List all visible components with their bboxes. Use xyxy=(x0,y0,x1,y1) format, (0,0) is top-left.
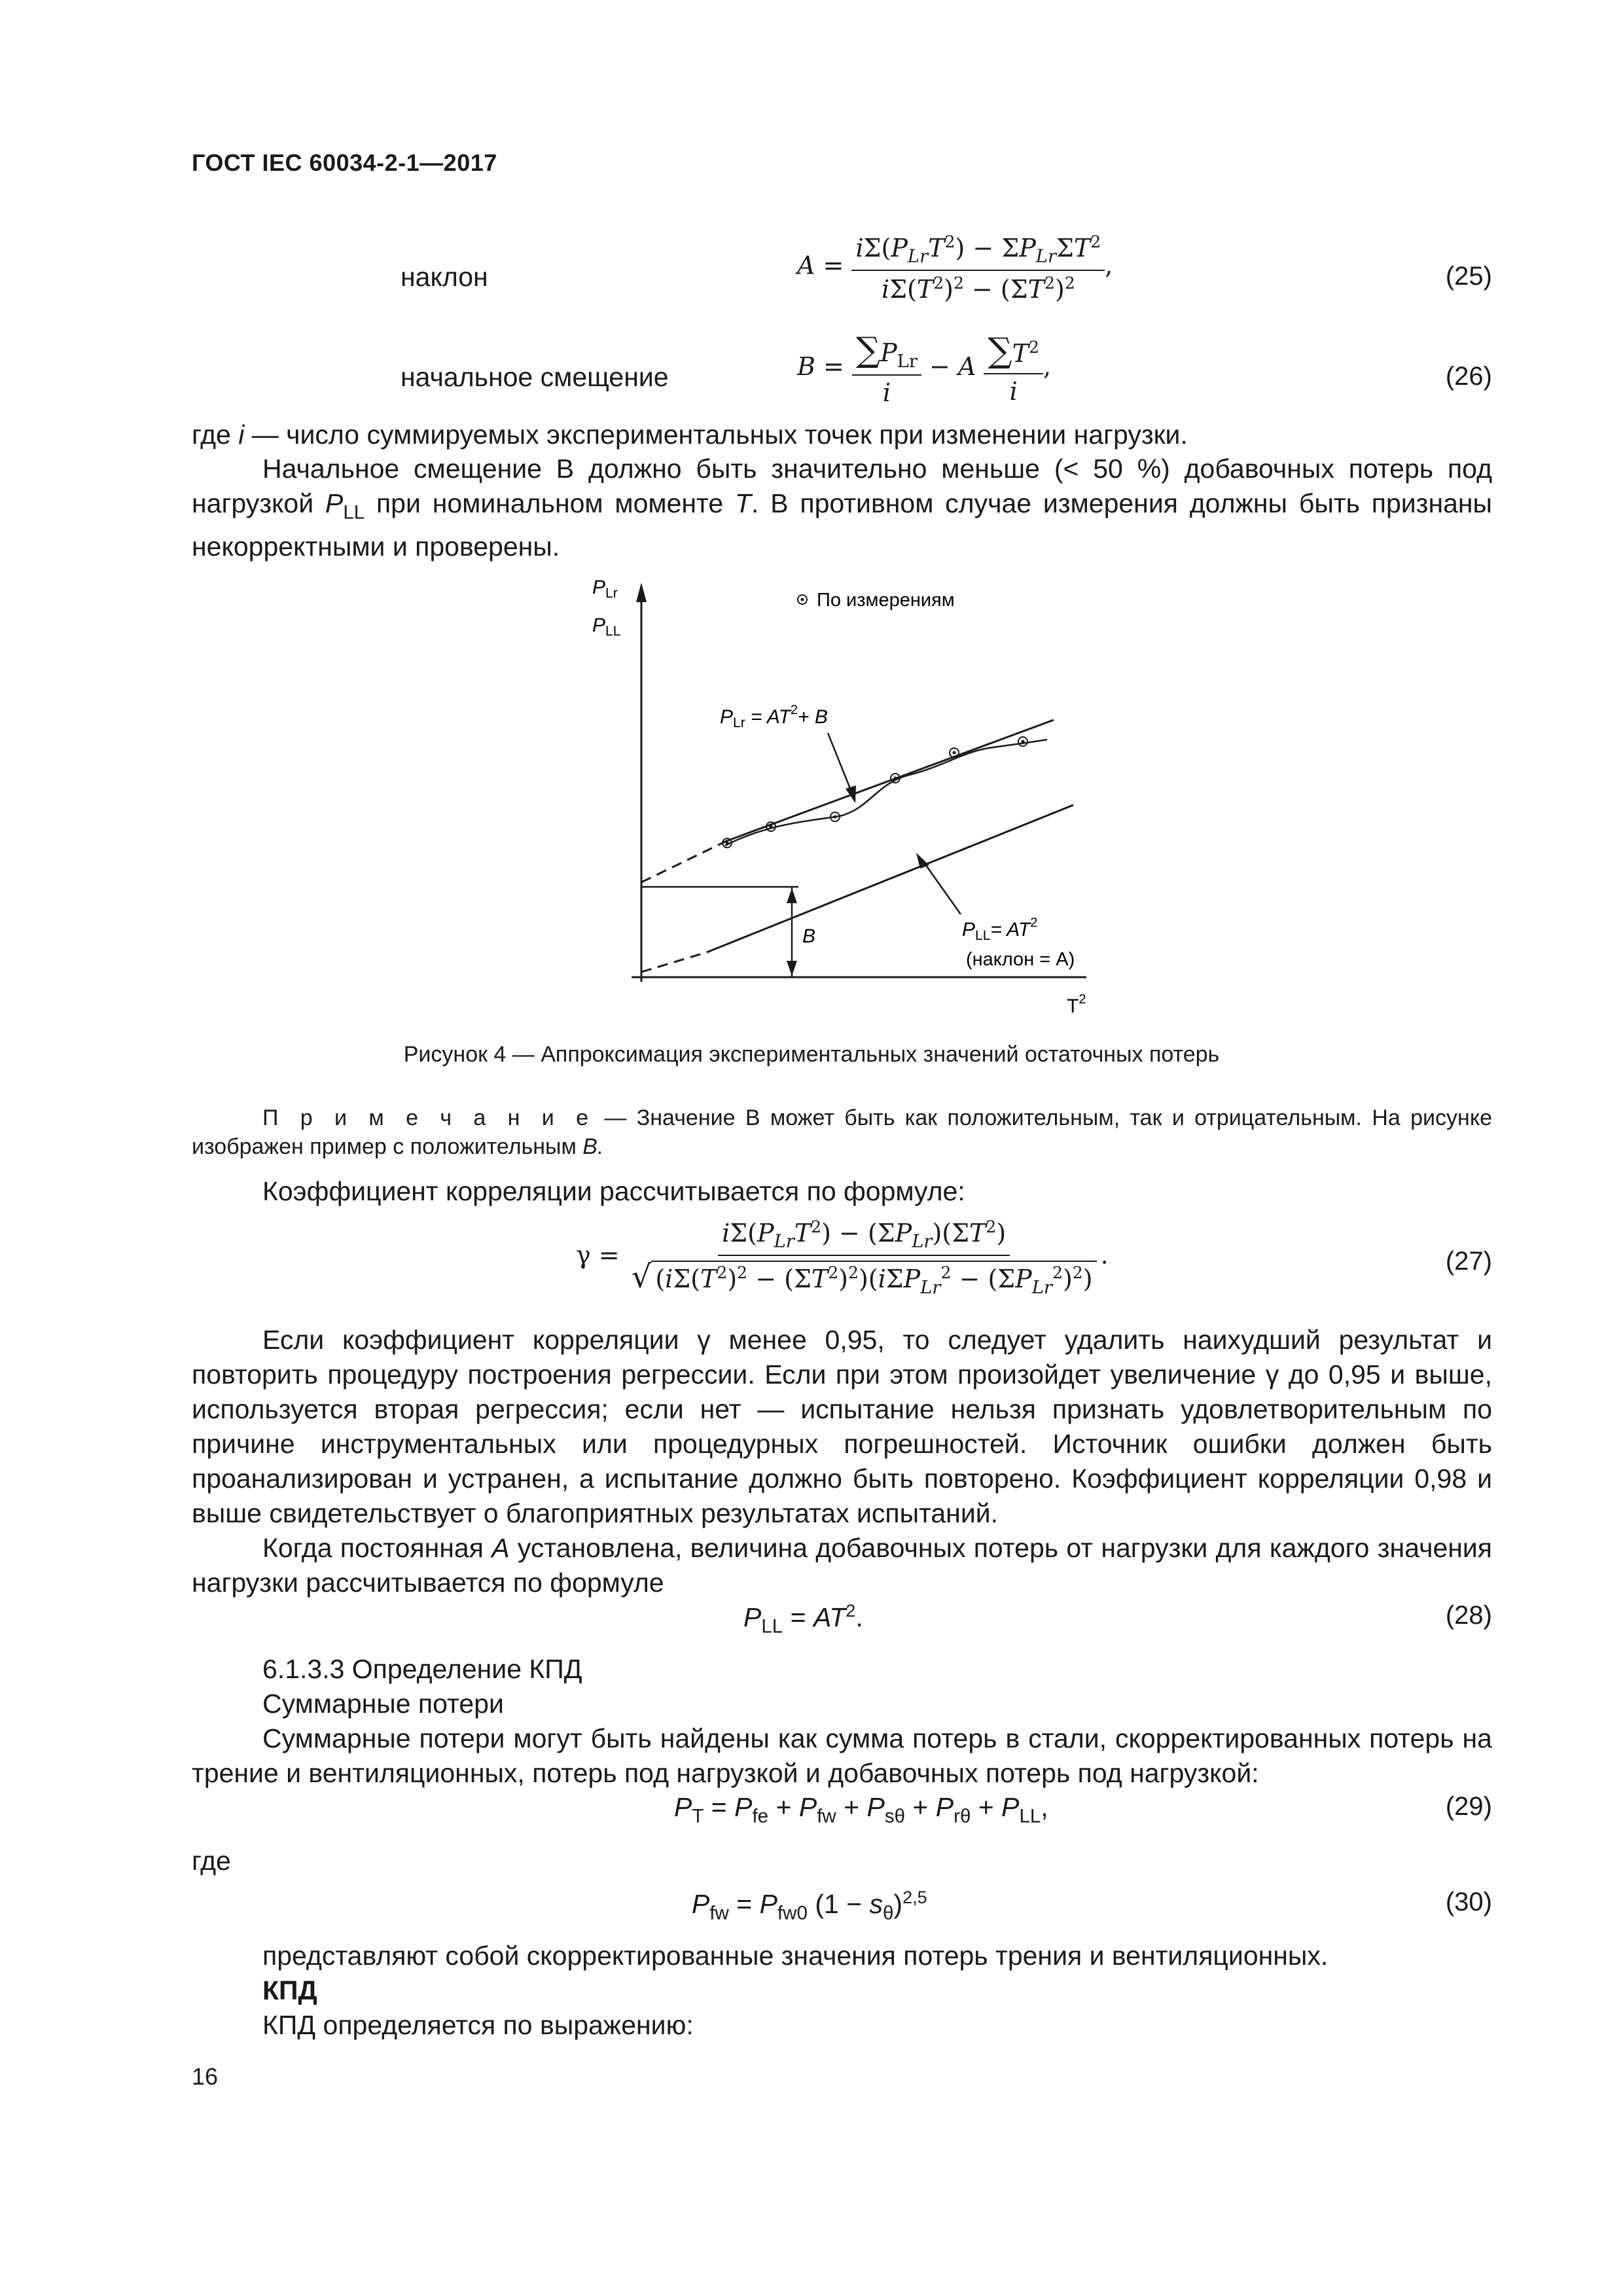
paragraph-offset: Начальное смещение B должно быть значительно меньше (< 50 %) добавочных потерь под нагрузкой $P_{LL}$ при номинальном моменте T. В противном случае измерения должны быть признаны некорректными и проверены. xyxy=(192,454,1493,562)
measurement-points xyxy=(722,737,1027,848)
document-header: ГОСТ IEC 60034-2-1—2017 xyxy=(192,149,497,176)
legend-label: По измерениям xyxy=(817,590,955,611)
formula-26-number: (26) xyxy=(1445,362,1492,391)
formula-25-label: наклон xyxy=(401,262,488,292)
legend-marker-dot xyxy=(801,598,804,601)
plr-extrapolation-dashed xyxy=(641,841,726,882)
plr-regression-line xyxy=(726,720,1054,841)
paragraph-correlation: Если коэффициент корреляции γ менее 0,95, то следует удалить наихудший результат и повторить процедуру построения регрессии. Если при этом произойдет увеличение γ до 0,95 и выше, используется вторая регрессия; если нет — испытание нельзя признать удовлетворительным по причине инструментальных или процедурных погрешностей. Источник ошибки должен быть проанализирован и устранен, а испытание должно быть повторено. Коэффициент корреляции 0,98 и выше свидетельствует о благоприятных результатах испытаний. xyxy=(192,1325,1492,1528)
plr-pointer xyxy=(828,733,853,797)
formula-25-number: (25) xyxy=(1445,262,1492,291)
offset-b-arrow-up xyxy=(787,888,797,903)
y-label-pll: $P_{LL}$ xyxy=(592,615,621,639)
pll-pointer xyxy=(923,861,961,914)
plr-pointer-head xyxy=(846,785,856,803)
formula-28-number: (28) xyxy=(1445,1601,1492,1630)
measurement-point xyxy=(1018,737,1027,746)
efficiency-title: КПД xyxy=(262,1975,317,2005)
paragraph-constant-a: Когда постоянная A установлена, величина добавочных потерь от нагрузки для каждого значения нагрузки рассчитывается по формуле xyxy=(192,1533,1493,1598)
formula-26: B = $\frac{\sum P_{Lr}}{i}$ − A $\frac{\sum T^2}{i}$ , xyxy=(797,331,1052,407)
formula-29: $P_T = P_{fe} + P_{fw} + P_{s\theta} + P_{r\theta} + P_{LL}$, xyxy=(674,1792,1048,1827)
plr-equation-label: $P_{Lr} = AT^2+ B$ xyxy=(720,703,828,730)
formula-27-number: (27) xyxy=(1445,1247,1492,1276)
where-i-text: где i — число суммируемых экспериментальных точек при изменении нагрузки. xyxy=(192,420,1188,450)
formula-25: A = $\frac{i\Sigma(P_{Lr}T^2) - \Sigma P_{Lr}\Sigma T^2}{i\Sigma(T^2)^2 - (\Sigma T^2)^2}$ , xyxy=(797,232,1113,304)
y-axis-arrow xyxy=(636,583,647,602)
pll-line-dashed xyxy=(641,952,707,972)
where-label: где xyxy=(192,1846,231,1876)
page-number: 16 xyxy=(192,2063,219,2090)
section-heading: 6.1.3.3 Определение КПД xyxy=(262,1654,582,1684)
x-label: $T^2$ xyxy=(1067,992,1086,1017)
pll-slope-note: (наклон = A) xyxy=(966,949,1075,970)
correlation-intro: Коэффициент корреляции рассчитывается по формуле: xyxy=(262,1176,965,1206)
y-label-plr: $P_{Lr}$ xyxy=(592,577,618,601)
efficiency-text: КПД определяется по выражению: xyxy=(262,2010,694,2040)
total-losses-text: Суммарные потери могут быть найдены как сумма потерь в стали, скорректированных потерь на трение и вентиляционных, потерь под нагрузкой и добавочных потерь под нагрузкой: xyxy=(192,1723,1492,1788)
figure-note: П р и м е ч а н и е — Значение B может быть как положительным, так и отрицательным. На рисунке изображен пример с положительным B. xyxy=(192,1105,1492,1159)
offset-b-arrow-down xyxy=(787,961,797,976)
offset-b-label: B xyxy=(802,925,816,947)
formula-28: $P_{LL} = AT^2$. xyxy=(743,1601,863,1638)
figure-caption: Рисунок 4 — Аппроксимация экспериментальных значений остаточных потерь xyxy=(403,1042,1220,1067)
formula-27: γ = $\frac{i\Sigma(P_{Lr}T^2) - (\Sigma P_{Lr})(\Sigma T^2)}{√ (i\Sigma(T^2)^2 - (\Sigma T^2)^2)(i\Sigma P_{Lr}^2 - (\Sigma P_{Lr}^2)^2)}$ . xyxy=(576,1217,1109,1298)
formula-30-number: (30) xyxy=(1445,1888,1492,1916)
figure-4-chart xyxy=(576,573,1178,1031)
corrected-values-text: представляют собой скорректированные значения потерь трения и вентиляционных. xyxy=(262,1941,1329,1971)
pll-equation-label: $P_{LL}= AT^2$ xyxy=(962,916,1038,943)
formula-26-label: начальное смещение xyxy=(401,362,669,392)
formula-29-number: (29) xyxy=(1445,1792,1492,1821)
total-losses-title: Суммарные потери xyxy=(262,1689,504,1719)
formula-30: $P_{fw} = P_{fw0}$ $(1 - s_\theta)^{2,5}$ xyxy=(692,1888,927,1924)
